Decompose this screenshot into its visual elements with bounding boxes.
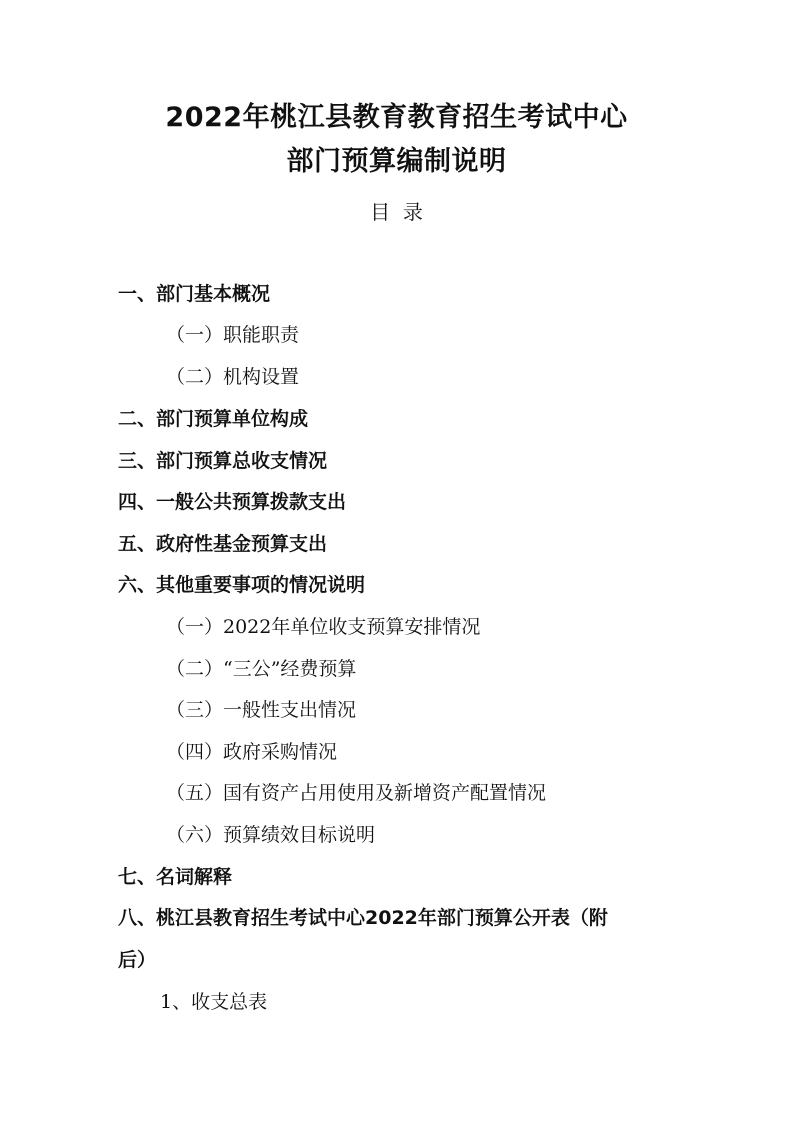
document-title-line-1: 2022年桃江县教育教育招生考试中心 — [165, 102, 628, 133]
toc-section-2: 二、部门预算单位构成 — [118, 408, 309, 430]
toc-section-8-line-2: 后） — [118, 949, 157, 971]
toc-section-6-1: （一）2022年单位收支预算安排情况 — [166, 616, 481, 638]
toc-section-1-2: （二）机构设置 — [166, 366, 300, 388]
toc-section-8-1: 1、收支总表 — [160, 991, 268, 1013]
toc-section-5: 五、政府性基金预算支出 — [118, 533, 328, 555]
toc-section-6-5: （五）国有资产占用使用及新增资产配置情况 — [166, 782, 547, 804]
toc-section-6: 六、其他重要事项的情况说明 — [118, 574, 366, 596]
toc-section-8-line-1: 八、桃江县教育招生考试中心2022年部门预算公开表（附 — [118, 907, 608, 929]
toc-section-1: 一、部门基本概况 — [118, 283, 271, 305]
document-title-line-2: 部门预算编制说明 — [286, 146, 507, 177]
toc-heading: 目 录 — [370, 200, 423, 224]
toc-section-6-6: （六）预算绩效目标说明 — [166, 824, 376, 846]
toc-section-6-3: （三）一般性支出情况 — [166, 699, 357, 721]
toc-section-6-4: （四）政府采购情况 — [166, 741, 338, 763]
toc-section-6-2: （二）“三公”经费预算 — [166, 658, 357, 680]
toc-section-4: 四、一般公共预算拨款支出 — [118, 491, 347, 513]
toc-section-7: 七、名词解释 — [118, 866, 233, 888]
toc-section-1-1: （一）职能职责 — [166, 324, 300, 346]
toc-section-3: 三、部门预算总收支情况 — [118, 450, 328, 472]
